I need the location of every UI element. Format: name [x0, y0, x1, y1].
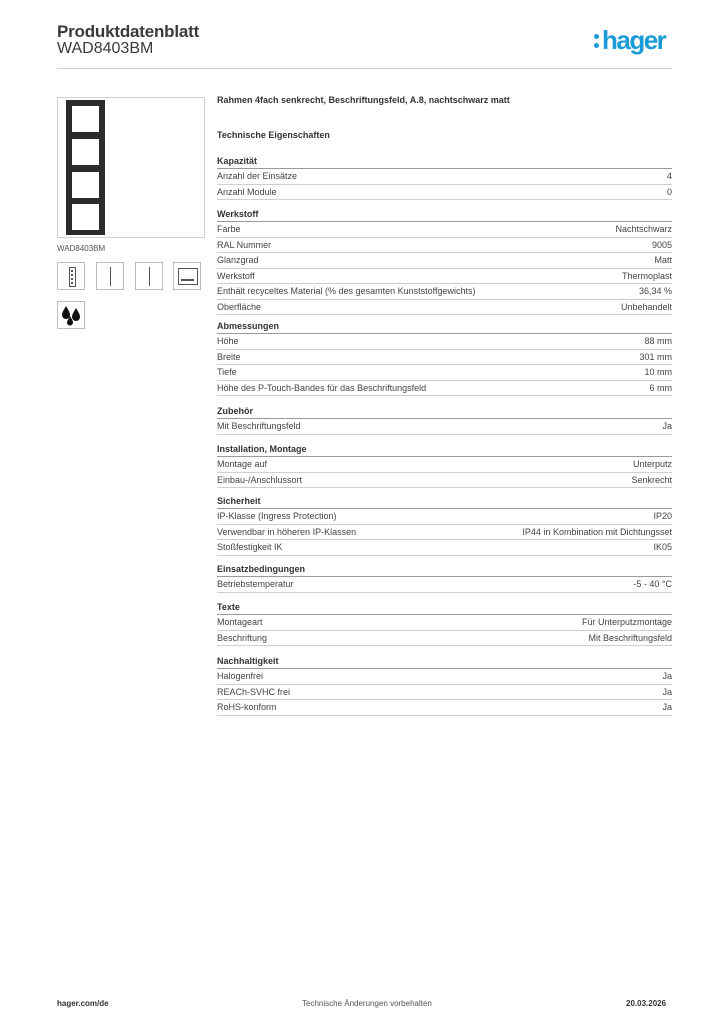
label-field-icon: [173, 262, 201, 290]
section-title: Installation, Montage: [217, 442, 672, 457]
spec-section: [217, 494, 672, 556]
spec-section: [217, 562, 672, 593]
section-title: Nachhaltigkeit: [217, 654, 672, 669]
product-description: Rahmen 4fach senkrecht, Beschriftungsfeld, A.8, nachtschwarz matt: [217, 95, 510, 105]
spec-label: Mit Beschriftungsfeld: [217, 421, 301, 431]
spec-label: Anzahl der Einsätze: [217, 171, 298, 181]
spec-label: Verwendbar in höheren IP-Klassen: [217, 526, 357, 537]
spec-row: [217, 365, 672, 381]
spec-label: RAL Nummer: [217, 239, 272, 250]
spec-row: [217, 284, 672, 300]
spec-row: [217, 540, 672, 556]
thin-frame-icon: [135, 262, 163, 290]
spec-label: Farbe: [217, 224, 241, 234]
document-subtitle: WAD8403BM: [57, 40, 154, 57]
hager-logo: [594, 25, 672, 56]
spec-label: Beschriftung: [217, 632, 268, 643]
logo-text: hager: [602, 25, 666, 55]
vertical-four-gang-icon: [57, 262, 85, 290]
spec-value: Ja: [662, 686, 672, 697]
footer-disclaimer: Technische Änderungen vorbehalten: [302, 999, 432, 1008]
product-image: [57, 97, 205, 238]
spec-row: [217, 381, 672, 397]
spec-label: Höhe: [217, 336, 239, 346]
section-title: Werkstoff: [217, 207, 672, 222]
spec-row: [217, 631, 672, 647]
image-caption: WAD8403BM: [57, 244, 106, 253]
spec-value: -5 - 40 °C: [633, 579, 672, 589]
spec-section: [217, 319, 672, 396]
spec-value: Ja: [662, 421, 672, 431]
document-title: Produktdatenblatt: [57, 22, 200, 41]
spec-value: 10 mm: [644, 367, 672, 377]
spec-row: [217, 685, 672, 701]
spec-value: 88 mm: [644, 336, 672, 346]
logo-dots-icon: [594, 34, 600, 52]
spec-row: [217, 669, 672, 685]
page-header: [57, 20, 672, 69]
spec-value: Unbehandelt: [620, 301, 672, 312]
section-title: Einsatzbedingungen: [217, 562, 672, 577]
spec-value: 9005: [651, 239, 672, 250]
spec-label: Halogenfrei: [217, 671, 264, 681]
header-divider: [57, 68, 672, 69]
spec-row: [217, 473, 672, 489]
spec-label: Montageart: [217, 617, 263, 627]
footer-website: hager.com/de: [57, 999, 109, 1008]
section-title: Sicherheit: [217, 494, 672, 509]
frame-illustration: [66, 100, 105, 235]
spec-label: Montage auf: [217, 459, 268, 469]
section-title: Kapazität: [217, 154, 672, 169]
spec-section: [217, 442, 672, 488]
spec-row: [217, 185, 672, 201]
spec-section: [217, 654, 672, 716]
spec-value: Thermoplast: [621, 270, 672, 281]
spec-row: [217, 253, 672, 269]
spec-label: Anzahl Module: [217, 186, 277, 197]
spec-label: Glanzgrad: [217, 255, 259, 265]
spec-label: IP-Klasse (Ingress Protection): [217, 511, 337, 521]
spec-section: [217, 154, 672, 200]
spec-value: 36,34 %: [638, 286, 672, 296]
spec-row: [217, 222, 672, 238]
spec-value: 4: [666, 171, 672, 181]
spec-label: RoHS-konform: [217, 702, 277, 712]
spec-row: [217, 238, 672, 254]
spec-row: [217, 700, 672, 716]
thin-frame-icon: [96, 262, 124, 290]
spec-value: Unterputz: [632, 459, 672, 469]
spec-value: Nachtschwarz: [615, 224, 672, 234]
spec-row: [217, 419, 672, 435]
spec-value: Mit Beschriftungsfeld: [588, 632, 672, 643]
spec-section: [217, 207, 672, 315]
spec-row: [217, 334, 672, 350]
spec-value: 0: [666, 186, 672, 197]
spec-row: [217, 350, 672, 366]
spec-label: Breite: [217, 351, 241, 362]
technical-properties-title: Technische Eigenschaften: [217, 130, 330, 140]
water-drops-icon: [57, 301, 85, 329]
spec-section: [217, 404, 672, 435]
spec-value: Ja: [662, 702, 672, 712]
spec-value: Matt: [654, 255, 672, 265]
spec-value: 6 mm: [649, 382, 672, 393]
spec-label: Betriebstemperatur: [217, 579, 294, 589]
spec-label: Einbau-/Anschlussort: [217, 474, 303, 485]
spec-row: [217, 269, 672, 285]
spec-row: [217, 300, 672, 316]
spec-label: Höhe des P-Touch-Bandes für das Beschriftungsfeld: [217, 382, 427, 393]
spec-label: Werkstoff: [217, 270, 255, 281]
spec-value: IK05: [653, 542, 672, 552]
section-title: Zubehör: [217, 404, 672, 419]
spec-row: [217, 457, 672, 473]
spec-value: 301 mm: [639, 351, 672, 362]
spec-row: [217, 525, 672, 541]
spec-label: Tiefe: [217, 367, 237, 377]
spec-row: [217, 509, 672, 525]
spec-value: Ja: [662, 671, 672, 681]
spec-value: Für Unterputzmontage: [581, 617, 672, 627]
section-title: Texte: [217, 600, 672, 615]
spec-label: Stoßfestigkeit IK: [217, 542, 283, 552]
section-title: Abmessungen: [217, 319, 672, 334]
spec-section: [217, 600, 672, 646]
spec-label: Enthält recyceltes Material (% des gesamten Kunststoffgewichts): [217, 286, 476, 296]
footer-date: 20.03.2026: [626, 999, 667, 1008]
spec-label: Oberfläche: [217, 301, 262, 312]
spec-row: [217, 615, 672, 631]
spec-row: [217, 169, 672, 185]
spec-value: IP20: [653, 511, 672, 521]
spec-row: [217, 577, 672, 593]
spec-value: IP44 in Kombination mit Dichtungsset: [522, 526, 672, 537]
spec-value: Senkrecht: [631, 474, 672, 485]
spec-label: REACh-SVHC frei: [217, 686, 291, 697]
